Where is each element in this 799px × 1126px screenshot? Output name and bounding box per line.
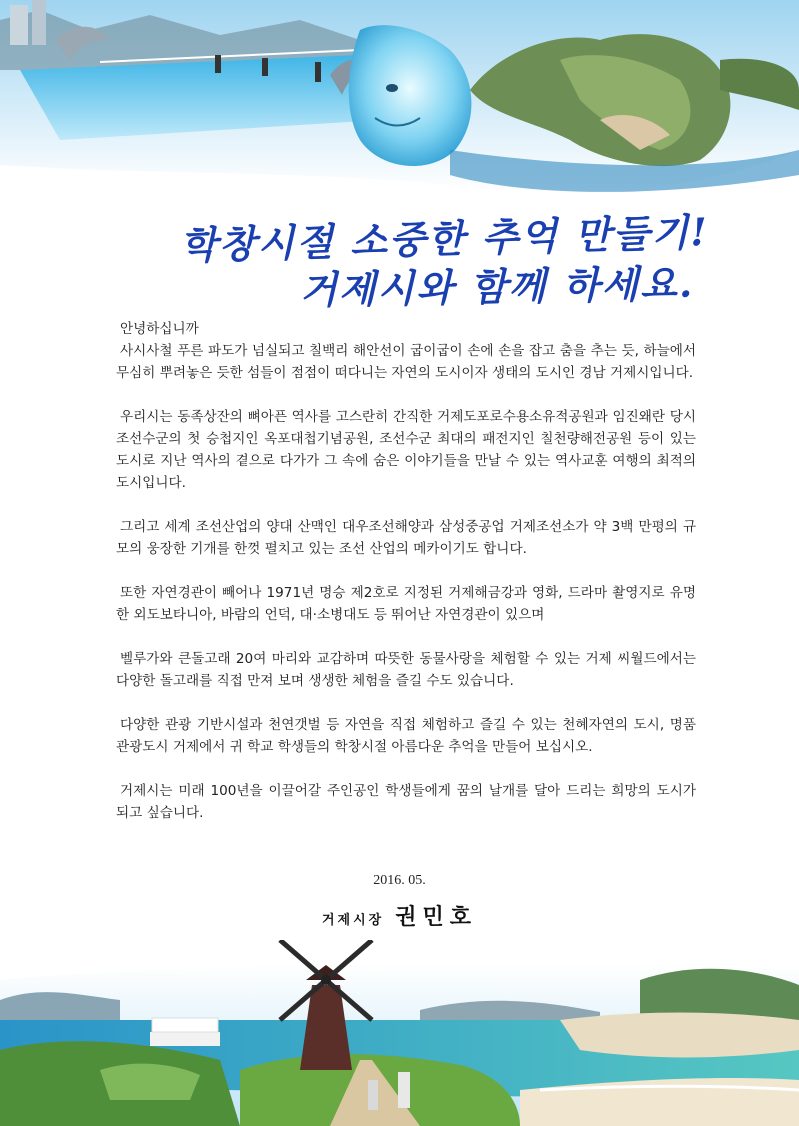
bottom-banner-image [0, 940, 799, 1126]
paragraph: 거제시는 미래 100년을 이끌어갈 주인공인 학생들에게 꿈의 날개를 달아 드리는 희망의 도시가 되고 싶습니다. [116, 783, 696, 821]
headline-line-1: 학창시절 소중한 추억 만들기! [179, 209, 710, 268]
paragraph: 우리시는 동족상잔의 뼈아픈 역사를 고스란히 간직한 거제도포로수용소유적공원과 임진왜란 당시 조선수군의 첫 승첩지인 옥포대첩기념공원, 조선수군 최대의 패전지인 칠천량해전공원 등이 있는 도시로 지난 역사의 곁으로 다가가 그 속에 숨은 이야기들을 만날 수 있는 역사교훈 여행의 최적의 도시입니다. [116, 409, 696, 491]
paragraph: 그리고 세계 조선산업의 양대 산맥인 대우조선해양과 삼성중공업 거제조선소가 약 3백 만평의 규모의 웅장한 기개를 한껏 펼치고 있는 조선 산업의 메카이기도 합니다. [116, 519, 696, 557]
paragraph: 또한 자연경관이 빼어나 1971년 명승 제2호로 지정된 거제해금강과 영화, 드라마 촬영지로 유명한 외도보타니아, 바람의 언덕, 대·소병대도 등 뛰어난 자연경관이 있으며 [116, 585, 696, 623]
paragraph: 벨루가와 큰돌고래 20여 마리와 교감하며 따뜻한 동물사랑을 체험할 수 있는 거제 씨월드에서는 다양한 돌고래를 직접 만져 보며 생생한 체험을 즐길 수도 있습니다. [116, 651, 696, 689]
paragraph: 사시사철 푸른 파도가 넘실되고 칠백리 해안선이 굽이굽이 손에 손을 잡고 춤을 추는 듯, 하늘에서 무심히 뿌려놓은 듯한 섬들이 점점이 떠다니는 자연의 도시이자 생태의 도시인 경남 거제시입니다. [116, 343, 696, 381]
headline-line-2: 거제시와 함께 하세요. [299, 260, 695, 313]
signer-role: 거제시장 [321, 913, 385, 928]
letter-date: 2016. 05. [373, 873, 426, 888]
signature [0, 900, 799, 931]
paragraph: 다양한 관광 기반시설과 천연갯벌 등 자연을 직접 체험하고 즐길 수 있는 천혜자연의 도시, 명품 관광도시 거제에서 귀 학교 학생들의 학창시절 아름다운 추억을 만들어 보십시오. [116, 717, 696, 755]
signer-name: 권민호 [395, 904, 478, 930]
greeting: 안녕하십니까 [120, 321, 199, 337]
letter-body [116, 318, 696, 846]
top-banner-image [0, 0, 799, 200]
